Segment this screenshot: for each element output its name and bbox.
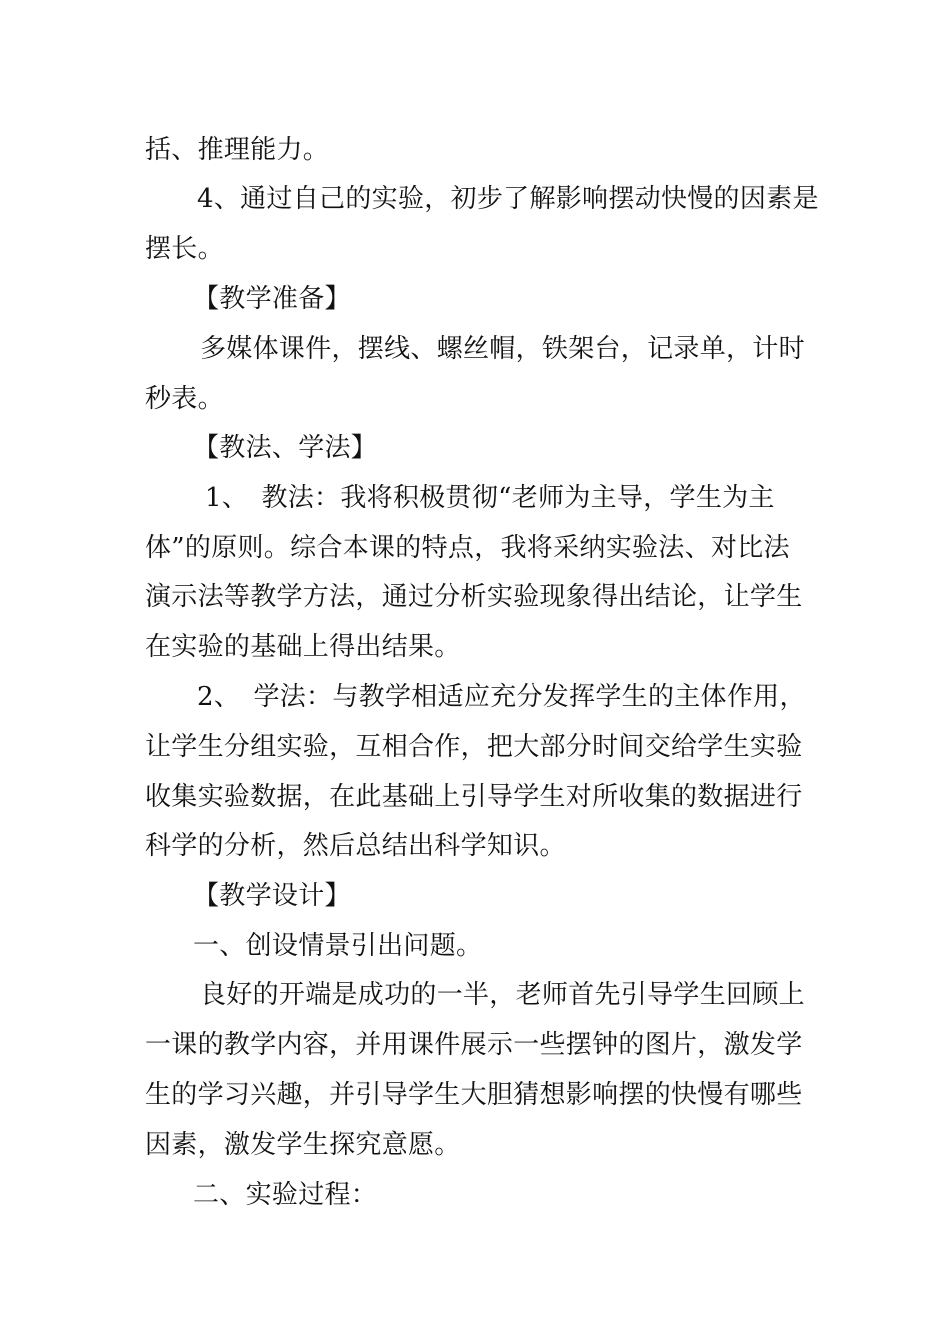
text-line: 秒表。 — [145, 384, 224, 414]
text-line: 因素，激发学生探究意愿。 — [145, 1130, 461, 1160]
text-line: 一、创设情景引出问题。 — [193, 931, 483, 961]
text-line: 一课的教学内容，并用课件展示一些摆钟的图片，激发学 — [145, 1030, 803, 1060]
text-line: 生的学习兴趣，并引导学生大胆猜想影响摆的快慢有哪些 — [145, 1080, 803, 1110]
text-line: 收集实验数据，在此基础上引导学生对所收集的数据进行 — [145, 782, 803, 812]
section-heading: 【教学准备】 — [193, 284, 351, 314]
text-line: 让学生分组实验，互相合作，把大部分时间交给学生实验 — [145, 732, 803, 762]
text-line: 在实验的基础上得出结果。 — [145, 632, 461, 662]
text-line: 摆长。 — [145, 234, 224, 264]
section-heading: 【教法、学法】 — [193, 433, 378, 463]
text-line: 2、 学法：与教学相适应充分发挥学生的主体作用， — [197, 682, 806, 712]
text-line: 科学的分析，然后总结出科学知识。 — [145, 831, 566, 861]
text-line: 体”的原则。综合本课的特点，我将采纳实验法、对比法 — [145, 533, 790, 563]
section-heading: 【教学设计】 — [193, 881, 351, 911]
text-line: 括、推理能力。 — [145, 135, 330, 165]
text-line: 4、通过自己的实验，初步了解影响摆动快慢的因素是 — [197, 184, 819, 214]
text-line: 演示法等教学方法，通过分析实验现象得出结论，让学生 — [145, 582, 803, 612]
text-line: 1、 教法：我将积极贯彻“老师为主导，学生为主 — [205, 483, 775, 513]
text-line: 二、实验过程： — [193, 1180, 378, 1210]
text-line: 多媒体课件，摆线、螺丝帽，铁架台，记录单，计时 — [200, 334, 805, 364]
text-line: 良好的开端是成功的一半，老师首先引导学生回顾上 — [200, 980, 805, 1010]
